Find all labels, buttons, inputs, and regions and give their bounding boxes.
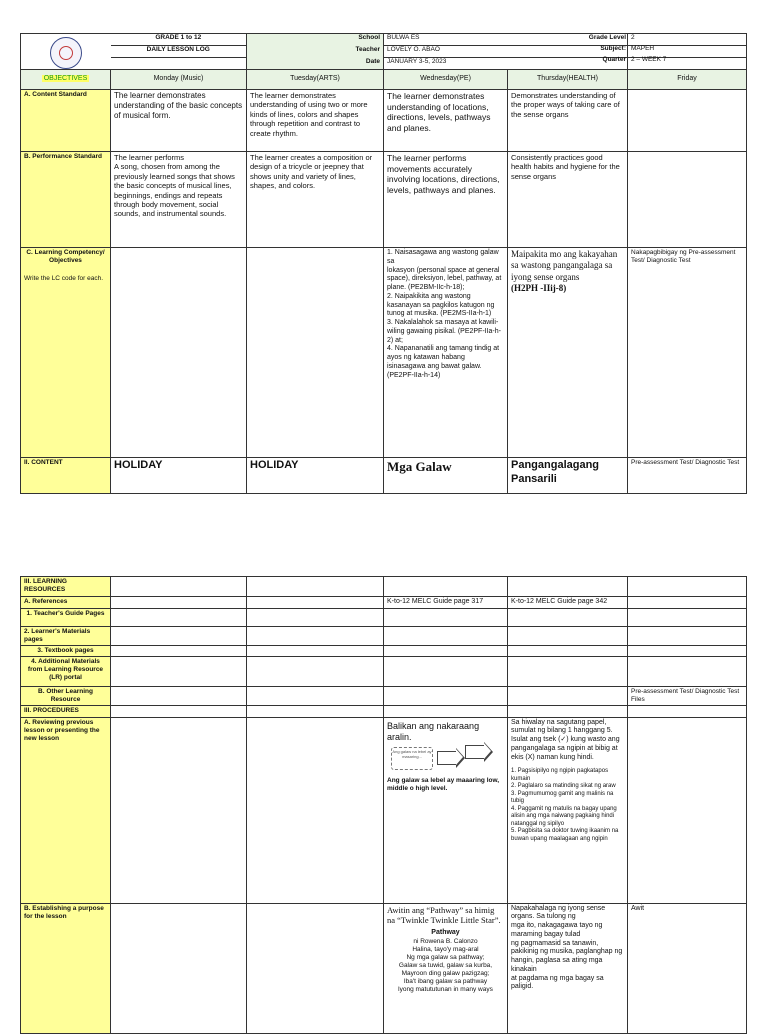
diagram-dashed-box: Ang galaw na lebel ay masaring...	[391, 747, 433, 770]
reviewing-note: Ang galaw sa lebel ay maaaring low, middle o high level.	[387, 777, 500, 793]
ref-tuesday	[247, 597, 384, 609]
subject-label: Subject:	[600, 45, 626, 52]
competency-wednesday: 1. Naisasagawa ang wastong galaw sa lokasyon (personal space at general space), direksiyon, lebel, pathway, at plane. (PE2BM-IIc-h-18); 2. Naipakikita ang wastong kasanayan sa pagkilos katugon ng tunog at musika. (PE2MS-IIa-h-1) 3. Nakalalahok sa masaya at kawili-wiling gawaing pisikal. (PE2PF-IIa-h-2) at; 4. Napananatili ang tamang tindig at ayos ng katawan habang isinasagawa ang bawat galaw. (PE2PF-IIa-h-14)	[384, 248, 508, 458]
thursday-header: Thursday(HEALTH)	[508, 70, 628, 90]
establishing-label: B. Establishing a purpose for the lesson	[21, 903, 111, 1033]
lr-thursday	[508, 577, 628, 597]
lesson-log-table-page2	[20, 576, 747, 1034]
content-standard-wednesday: The learner demonstrates understanding of locations, directions, levels, pathways and planes.	[384, 90, 508, 152]
tb-thursday	[508, 646, 628, 657]
grades-label: GRADE 1 to 12	[111, 34, 247, 46]
ref-monday	[111, 597, 247, 609]
tg-monday	[111, 608, 247, 626]
reviewing-thursday-intro: Sa hiwalay na sagutang papel, sumulat ng bilang 1 hanggang 5. Isulat ang tsek (✓) kung wasto ang pangangalaga sa ngipin at bibig at ekis (X) naman kung hindi.	[511, 718, 620, 761]
content-standard-thursday: Demonstrates understanding of the proper ways of taking care of the sense organs	[508, 90, 628, 152]
school-label: School	[247, 34, 384, 46]
lesson-log-table-page1	[20, 33, 747, 494]
content-standard-monday: The learner demonstrates understanding of the basic concepts of musical form.	[111, 90, 247, 152]
performance-standard-friday	[628, 152, 747, 248]
grade-level-label: Grade Level	[588, 34, 626, 41]
content-monday: HOLIDAY	[111, 458, 247, 494]
level-diagram	[387, 747, 504, 773]
rev-tuesday	[247, 717, 384, 903]
competency-label: C. Learning Competency/ Objectives	[26, 249, 105, 265]
friday-header: Friday	[628, 70, 747, 90]
establishing-wednesday	[384, 903, 508, 1033]
grade-level-label-wrap	[506, 34, 626, 67]
content-thursday: Pangangalagang Pansarili	[508, 458, 628, 494]
subject-value: MAPEH	[631, 45, 655, 52]
tuesday-header: Tuesday(ARTS)	[247, 70, 384, 90]
competency-label-cell	[21, 248, 111, 458]
lm-thursday	[508, 626, 628, 645]
lm-monday	[111, 626, 247, 645]
quarter-label: Quarter	[602, 56, 626, 63]
doc-title: DAILY LESSON LOG	[111, 46, 247, 58]
tg-tuesday	[247, 608, 384, 626]
am-wednesday	[384, 657, 508, 687]
lr-monday	[111, 577, 247, 597]
content-standard-tuesday: The learner demonstrates understanding of using two or more kinds of lines, colors and shapes through repetition and contrast to create rhythm.	[247, 90, 384, 152]
tg-thursday	[508, 608, 628, 626]
reviewing-title: Balikan ang nakaraang aralin.	[387, 720, 480, 742]
monday-header: Monday (Music)	[111, 70, 247, 90]
olr-monday	[111, 687, 247, 706]
procedures-label: III. PROCEDURES	[21, 706, 111, 717]
lr-tuesday	[247, 577, 384, 597]
est-tuesday	[247, 903, 384, 1033]
tb-wednesday	[384, 646, 508, 657]
deped-seal-cell	[21, 34, 111, 70]
song-lyrics: Halina, tayo'y mag-aral Ng mga galaw sa pathway; Galaw sa tuwid, galaw sa kurba, Mayroon ding galaw pazigzag; Iba't ibang galaw sa pathway lyong matututunan in many ways	[398, 945, 493, 994]
reviewing-thursday	[508, 717, 628, 903]
content-standard-friday	[628, 90, 747, 152]
rev-monday	[111, 717, 247, 903]
date-label: Date	[247, 58, 384, 70]
other-resource-friday: Pre-assessment Test/ Diagnostic Test Files	[628, 687, 747, 706]
grade-level-values	[631, 34, 741, 67]
performance-standard-monday: The learner performs A song, chosen from among the previously learned songs that shows the basic concepts of musical lines, beginnings, endings and repeats through body movement, social sounds, and instrumental sounds.	[111, 152, 247, 248]
content-tuesday: HOLIDAY	[247, 458, 384, 494]
additional-materials-label: 4. Additional Materials from Learning Resource (LR) portal	[21, 657, 111, 687]
am-tuesday	[247, 657, 384, 687]
school-value: BULWA ES	[384, 34, 628, 46]
tb-monday	[111, 646, 247, 657]
content-friday: Pre-assessment Test/ Diagnostic Test	[628, 458, 747, 494]
performance-standard-tuesday: The learner creates a composition or design of a tricycle or jeepney that shows unity and variety of lines, shapes, and colors.	[247, 152, 384, 248]
song-title: Pathway	[431, 928, 460, 936]
performance-standard-wednesday: The learner performs movements accurately involving locations, directions, levels, pathways and planes.	[384, 152, 508, 248]
pr-thursday	[508, 706, 628, 717]
lm-friday	[628, 626, 747, 645]
quarter-value: 2 – WEEK 7	[631, 56, 667, 63]
competency-monday	[111, 248, 247, 458]
pr-friday	[628, 706, 747, 717]
competency-friday: Nakapagbibigay ng Pre-assessment Test/ Diagnostic Test	[628, 248, 747, 458]
competency-thursday: Maipakita mo ang kakayahan sa wastong pangangalaga sa iyong sense organs	[511, 249, 618, 282]
competency-note: Write the LC code for each.	[24, 275, 104, 283]
lm-tuesday	[247, 626, 384, 645]
performance-standard-thursday: Consistently practices good health habits and hygiene for the sense organs	[508, 152, 628, 248]
pr-monday	[111, 706, 247, 717]
arrow-icon	[465, 745, 485, 759]
teacher-label: Teacher	[247, 46, 384, 58]
content-standard-label: A. Content Standard	[21, 90, 111, 152]
date-value: JANUARY 3-5, 2023	[384, 58, 628, 70]
olr-tuesday	[247, 687, 384, 706]
objectives-header: OBJECTIVES	[21, 70, 111, 90]
song-author: ni Rowena B. Calonzo	[413, 937, 478, 945]
teachers-guide-label: 1. Teacher's Guide Pages	[21, 608, 111, 626]
learners-materials-label: 2. Learner's Materials pages	[21, 626, 111, 645]
competency-thursday-cell	[508, 248, 628, 458]
establishing-friday: Awit	[628, 903, 747, 1033]
pr-tuesday	[247, 706, 384, 717]
arrow-icon	[437, 751, 457, 765]
competency-thursday-code: (H2PH -IIij-8)	[511, 282, 567, 293]
competency-tuesday	[247, 248, 384, 458]
pr-wednesday	[384, 706, 508, 717]
lr-friday	[628, 577, 747, 597]
am-monday	[111, 657, 247, 687]
wednesday-header: Wednesday(PE)	[384, 70, 508, 90]
establishing-thursday: Napakahalaga ng iyong sense organs. Sa tulong ng mga ito, nakagagawa tayo ng maraming bagay tulad ng pagmamasid sa tanawin, pakikinig ng musika, paglanghap ng hangin, paglasa sa ating mga kinakain at pagdama ng mga bagay sa paligid.	[508, 903, 628, 1033]
reviewing-thursday-items: 1. Pagsisipilyo ng ngipin pagkatapos kumain 2. Paglalaro sa matinding sikat ng araw 3. Pagmumumog gamit ang malinis na tubig 4. Paggamit ng matulis na bagay upang alisin ang mga naiwang pagkaing hindi natanggal ng sipilyo 5. Pagbisita sa doktor tuwing ikaanim na buwan upang maalagaan ang ngipin	[511, 768, 619, 842]
rev-friday	[628, 717, 747, 903]
textbook-pages-label: 3. Textbook pages	[21, 646, 111, 657]
am-thursday	[508, 657, 628, 687]
tb-friday	[628, 646, 747, 657]
references-wednesday: K-to-12 MELC Guide page 317	[384, 597, 508, 609]
tg-wednesday	[384, 608, 508, 626]
blank-header-cell	[111, 58, 247, 70]
learning-resources-label: III. LEARNING RESOURCES	[21, 577, 111, 597]
references-thursday: K-to-12 MELC Guide page 342	[508, 597, 628, 609]
tg-friday	[628, 608, 747, 626]
content-label: II. CONTENT	[21, 458, 111, 494]
reviewing-label: A. Reviewing previous lesson or presenting the new lesson	[21, 717, 111, 903]
am-friday	[628, 657, 747, 687]
lm-wednesday	[384, 626, 508, 645]
grade-level-value: 2	[631, 34, 635, 41]
olr-thursday	[508, 687, 628, 706]
performance-standard-label: B. Performance Standard	[21, 152, 111, 248]
references-label: A. References	[21, 597, 111, 609]
content-wednesday: Mga Galaw	[384, 458, 508, 494]
lr-wednesday	[384, 577, 508, 597]
teacher-value: LOVELY O. ABAO	[384, 46, 628, 58]
other-resource-label: B. Other Learning Resource	[21, 687, 111, 706]
ref-friday	[628, 597, 747, 609]
olr-wednesday	[384, 687, 508, 706]
establishing-intro: Awitin ang “Pathway” sa himig na “Twinkle Twinkle Little Star”.	[387, 904, 501, 926]
tb-tuesday	[247, 646, 384, 657]
est-monday	[111, 903, 247, 1033]
reviewing-wednesday	[384, 717, 508, 903]
deped-seal-logo	[50, 37, 82, 69]
